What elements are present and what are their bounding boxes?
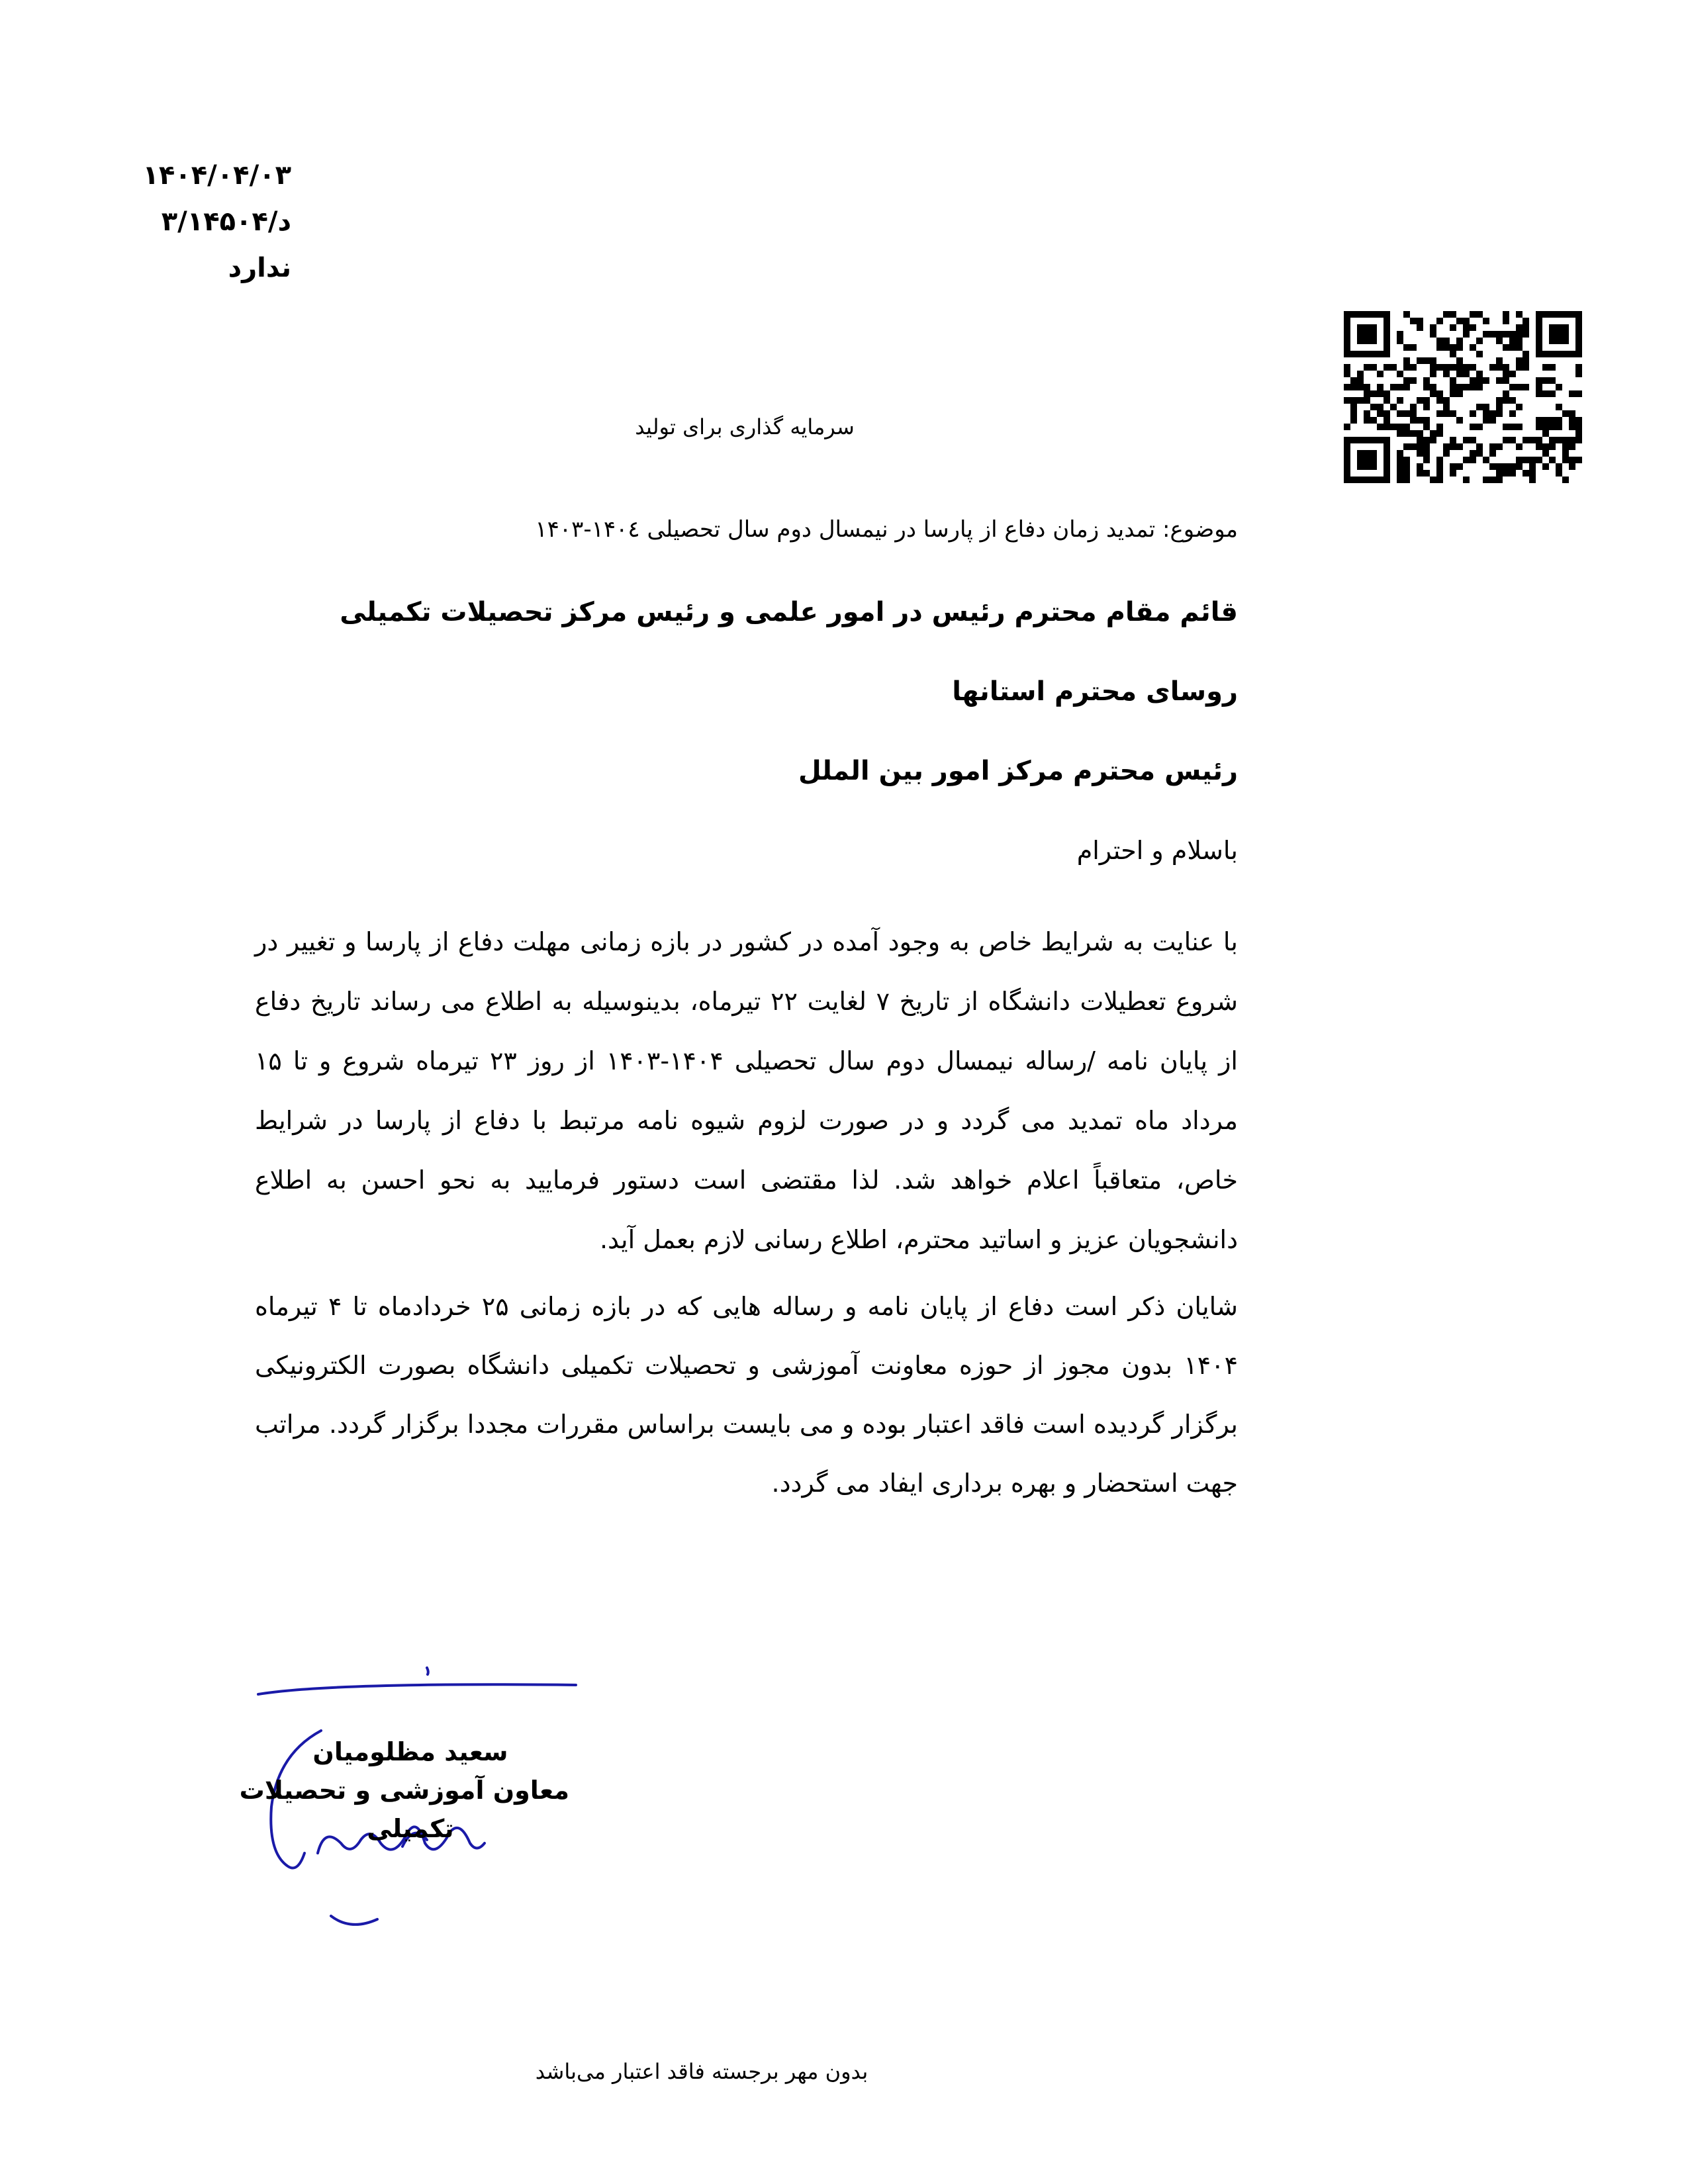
letter-date: ۱۴۰۴/۰۴/۰۳ [142, 160, 291, 191]
qr-code-icon [1344, 311, 1582, 483]
letter-number: د/۳/۱۴۵۰۴ [161, 206, 291, 237]
letter-motto: سرمایه گذاری برای تولید [635, 414, 855, 439]
signatory-block [239, 1733, 569, 1848]
recipient-1: قائم مقام محترم رئیس در امور علمی و رئیس مرکز تحصیلات تکمیلی [340, 597, 1238, 627]
recipient-3: رئیس محترم مرکز امور بین الملل [798, 756, 1238, 786]
letter-meta [119, 152, 291, 291]
signatory-title-cont: تکمیلی [367, 1814, 454, 1843]
signatory-title: معاون آموزشی و تحصیلات [239, 1776, 569, 1805]
signatory-name: سعید مظلومیان [312, 1737, 508, 1766]
greeting: باسلام و احترام [1076, 836, 1238, 865]
footer-note: بدون مهر برجسته فاقد اعتبار می‌باشد [535, 2059, 868, 2084]
body-paragraph-2: شایان ذکر است دفاع از پایان نامه و رساله هایی که در بازه زمانی ۲۵ خردادماه تا ۴ تیرماه ۱۴۰۴ بدون مجوز از حوزه معاونت آموزشی و تحصیلات تکمیلی دانشگاه بصورت الکترونیکی برگزار گردیده است فاقد اعتبار بوده و می بایست براساس مقررات مجددا برگزار گردد. مراتب جهت استحضار و بهره برداری ایفاد می گردد. [255, 1292, 1238, 1498]
body-paragraph-1: با عنایت به شرایط خاص به وجود آمده در کشور در بازه زمانی مهلت دفاع از پارسا و تغییر در شروع تعطیلات دانشگاه از تاریخ ۷ لغایت ۲۲ تیرماه، بدینوسیله به اطلاع می رساند تاریخ دفاع از پایان نامه /رساله نیمسال دوم سال تحصیلی ۱۴۰۴-۱۴۰۳ از روز ۲۳ تیرماه شروع و تا ۱۵ مرداد ماه تمدید می گردد و در صورت لزوم شیوه نامه مرتبط با دفاع از پارسا در شرایط خاص، متعاقباً اعلام خواهد شد. لذا مقتضی است دستور فرمایید به نحو احسن به اطلاع دانشجویان عزیز و اساتید محترم، اطلاع رسانی لازم بعمل آید. [255, 927, 1239, 1254]
letter-subject: موضوع: تمدید زمان دفاع از پارسا در نیمسال دوم سال تحصیلی ۱۴۰٤-۱۴۰۳ [535, 516, 1238, 543]
recipient-2: روسای محترم استانها [952, 676, 1238, 707]
letter-attachment: ندارد [228, 253, 291, 283]
